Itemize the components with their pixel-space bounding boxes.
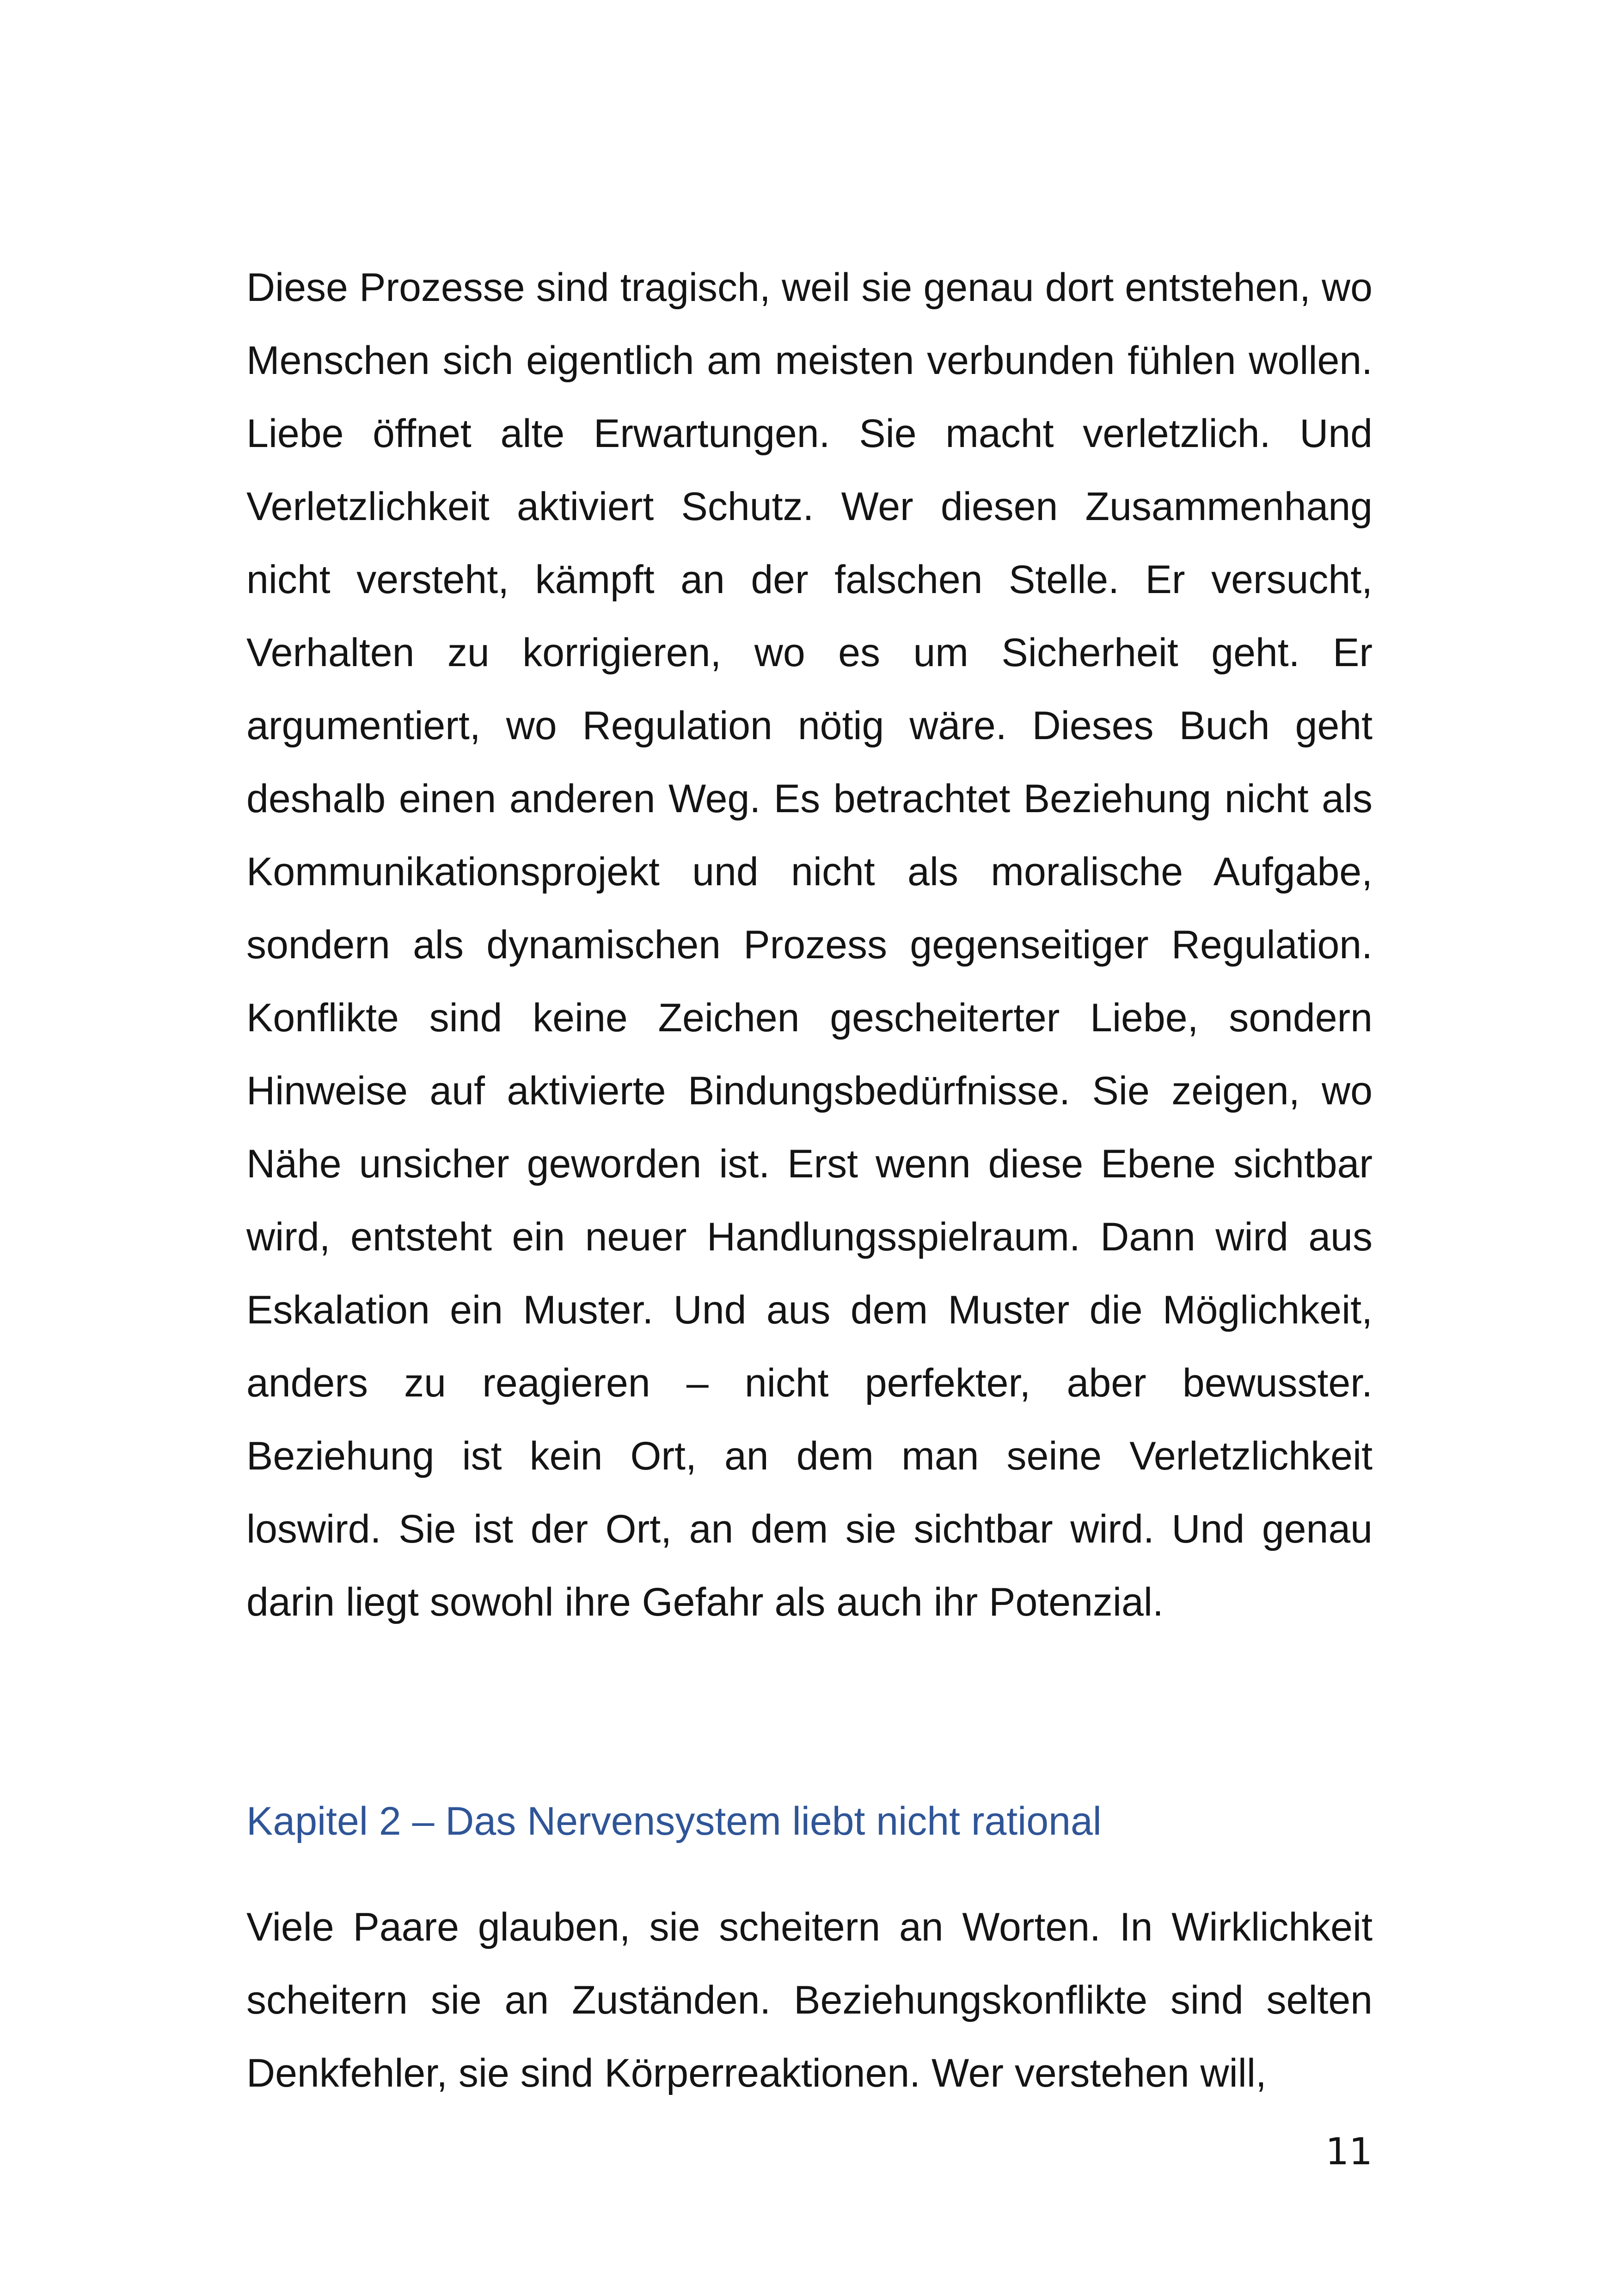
paragraph-text: Viele Paare glauben, sie scheitern an Worten. In Wirklichkeit scheitern sie an Zuständen. Beziehungskonflikte sind selten Denkfehler, sie sind Körperreaktionen. Wer verstehen will, xyxy=(246,1905,1373,2095)
paragraph-text: Diese Prozesse sind tragisch, weil sie genau dort entstehen, wo Menschen sich eigentlich am meisten verbunden fühlen wollen. Liebe öffnet alte Erwartungen. Sie macht verletzlich. Und Verletzlichkeit aktiviert Schutz. Wer diesen Zusammenhang nicht versteht, kämpft an der falschen Stelle. Er versucht, Verhalten zu korrigieren, wo es um Sicherheit geht. Er argumentiert, wo Regulation nötig wäre. Dieses Buch geht deshalb einen anderen Weg. Es betrachtet Beziehung nicht als Kommunikationsprojekt und nicht als moralische Aufgabe, sondern als dynamischen Prozess gegenseitiger Regulation. Konflikte sind keine Zeichen gescheiterter Liebe, sondern Hinweise auf aktivierte Bindungsbedürfnisse. Sie zeigen, wo Nähe unsicher geworden ist. Erst wenn diese Ebene sichtbar wird, entsteht ein neuer Handlungsspielraum. Dann wird aus Eskalation ein Muster. Und aus dem Muster die Möglichkeit, anders zu reagieren – nicht perfekter, aber bewusster. Beziehung ist kein Ort, an dem man seine Verletzlichkeit loswird. Sie ist der Ort, an dem sie sichtbar wird. Und genau darin liegt sowohl ihre Gefahr als auch ihr Potenzial. xyxy=(246,265,1373,1624)
page-number: 11 xyxy=(1325,2130,1373,2173)
body-paragraph xyxy=(246,1891,1373,2110)
chapter-heading: Kapitel 2 – Das Nervensystem liebt nicht rational xyxy=(246,1799,1102,1843)
body-paragraph xyxy=(246,251,1373,1639)
